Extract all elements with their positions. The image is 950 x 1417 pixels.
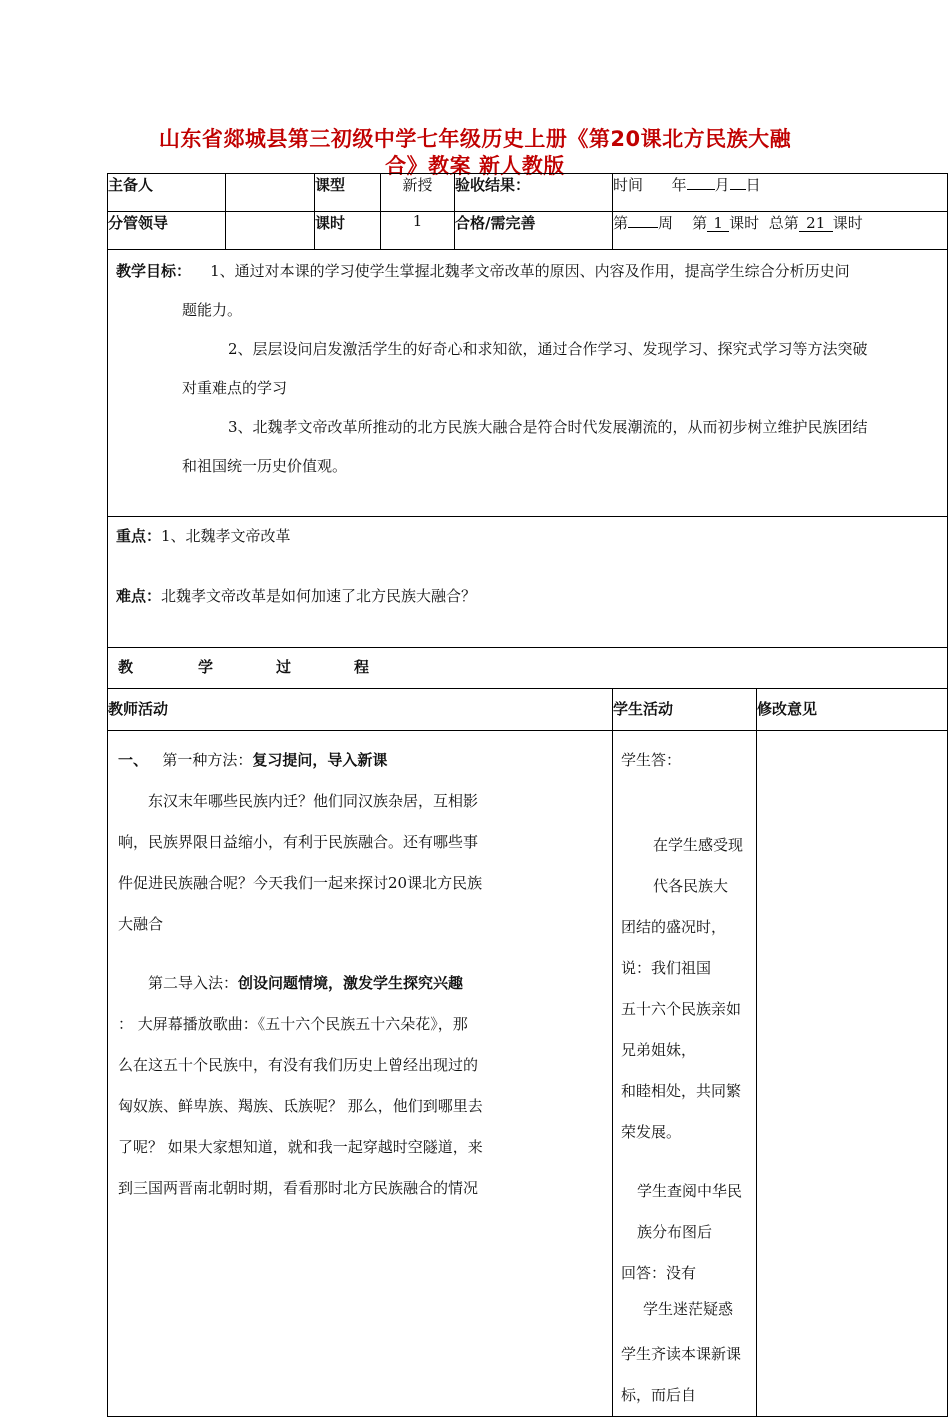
revise-column-header: 修改意见: [757, 689, 948, 731]
teacher-question-1: ： 大屏幕播放歌曲：《五十六个民族五十六朵花》，那: [118, 1015, 468, 1033]
teacher-question-4: 了呢？ 如果大家想知道，就和我一起穿越时空隧道，来: [118, 1138, 483, 1156]
document-title-line2: 合》教案 新人教版: [385, 154, 565, 178]
key-label: 重点：: [116, 527, 162, 545]
period-label: 课时: [315, 212, 381, 250]
preparer-value: [226, 174, 315, 212]
student-line-6: 学生查阅中华民族分布图后: [637, 1182, 743, 1241]
student-column-header: 学生活动: [613, 689, 757, 731]
column-header-row: [108, 689, 948, 731]
objectives-row: [108, 250, 948, 517]
type-value: 新授: [381, 174, 455, 212]
date-day: 日: [745, 176, 761, 194]
objective-1a: 1、通过对本课的学习使学生掌握北魏孝文帝改革的原因、内容及作用，提高学生综合分析历史问: [210, 262, 850, 280]
week-prefix: 第: [613, 214, 629, 232]
objective-3b: 和祖国统一历史价值观。: [182, 457, 348, 475]
process-char-2: 学: [198, 658, 214, 676]
student-line-7: 回答：没有: [621, 1264, 697, 1282]
time-label: 时间: [613, 176, 644, 194]
pass-label: 合格/需完善: [455, 212, 613, 250]
lesson-number: 1: [707, 215, 729, 232]
teacher-para-1: 东汉末年哪些民族内迁？他们同汉族杂居，互相影: [148, 792, 479, 810]
objective-2a: 2、层层设问启发激活学生的好奇心和求知欲，通过合作学习、发现学习、探究式学习等方法突破: [228, 340, 868, 358]
section1-number: 一、: [118, 751, 149, 769]
date-month: 月: [714, 176, 730, 194]
objective-1b: 题能力。: [182, 301, 243, 319]
teacher-question-5: 到三国两晋南北朝时期，看看那时北方民族融合的情况: [118, 1179, 479, 1197]
student-line-8: 学生迷茫疑惑: [643, 1300, 734, 1318]
process-heading: [108, 648, 948, 689]
section1-prefix: 第一种方法：: [162, 751, 253, 769]
preparer-label: 主备人: [108, 174, 226, 212]
key-text: 1、北魏孝文帝改革: [161, 527, 291, 545]
document-title-line1: 山东省郯城县第三初级中学七年级历史上册《第20课北方民族大融: [158, 127, 792, 151]
activities-row: [108, 731, 948, 1417]
lesson-prefix: 第: [692, 214, 708, 232]
leader-value: [226, 212, 315, 250]
section1-title: 复习提问，导入新课: [252, 751, 388, 769]
teacher-question-3: 匈奴族、鲜卑族、羯族、氐族呢？ 那么，他们到哪里去: [118, 1097, 483, 1115]
header-row-2: [108, 212, 948, 250]
week-suffix: 周: [658, 214, 674, 232]
keypoints-row: [108, 517, 948, 648]
header-row-1: [108, 174, 948, 212]
lesson-plan-table: [107, 173, 948, 1417]
difficult-label: 难点：: [116, 587, 162, 605]
teacher-question-2: 么在这五十个民族中，有没有我们历史上曾经出现过的: [118, 1056, 479, 1074]
revise-cell: [757, 731, 948, 1417]
objectives-label: 教学目标：: [116, 262, 192, 280]
type-label: 课型: [315, 174, 381, 212]
date-year: 年: [671, 176, 687, 194]
date-cell: [613, 174, 948, 212]
total-prefix: 总第: [768, 214, 799, 232]
section2-prefix: 第二导入法：: [148, 974, 239, 992]
student-activity-cell: [613, 731, 757, 1417]
teacher-para-4: 大融合: [118, 915, 164, 933]
teacher-column-header: 教师活动: [108, 689, 613, 731]
student-line-9: 学生齐读本课新课标，而后自: [621, 1345, 742, 1404]
student-line-3: 团结的盛况时，说：我们祖国: [621, 918, 727, 977]
check-label: 验收结果：: [455, 174, 613, 212]
leader-label: 分管领导: [108, 212, 226, 250]
process-char-4: 程: [354, 658, 370, 676]
lesson-suffix: 课时: [729, 214, 760, 232]
process-char-3: 过: [276, 658, 292, 676]
objectives-cell: [108, 250, 948, 517]
process-char-1: 教: [118, 658, 134, 676]
student-line-1: 学生答：: [621, 751, 682, 769]
total-number: 21: [799, 215, 833, 232]
teacher-activity-cell: [108, 731, 613, 1417]
student-line-2: 在学生感受现代各民族大: [653, 836, 744, 895]
student-line-5: 和睦相处，共同繁荣发展。: [621, 1082, 742, 1141]
total-suffix: 课时: [832, 214, 863, 232]
objective-3a: 3、北魏孝文帝改革所推动的北方民族大融合是符合时代发展潮流的，从而初步树立维护民族团结: [228, 418, 868, 436]
section2-title: 创设问题情境，激发学生探究兴趣: [238, 974, 464, 992]
difficult-text: 北魏孝文帝改革是如何加速了北方民族大融合？: [161, 587, 477, 605]
teacher-para-3: 件促进民族融合呢？今天我们一起来探讨20课北方民族: [118, 874, 483, 892]
week-cell: [613, 212, 948, 250]
period-value: 1: [381, 212, 455, 250]
teacher-para-2: 响，民族界限日益缩小，有利于民族融合。还有哪些事: [118, 833, 479, 851]
process-row: [108, 648, 948, 689]
objective-2b: 对重难点的学习: [182, 379, 288, 397]
student-line-4: 五十六个民族亲如兄弟姐妹，: [621, 1000, 742, 1059]
keypoints-cell: [108, 517, 948, 648]
